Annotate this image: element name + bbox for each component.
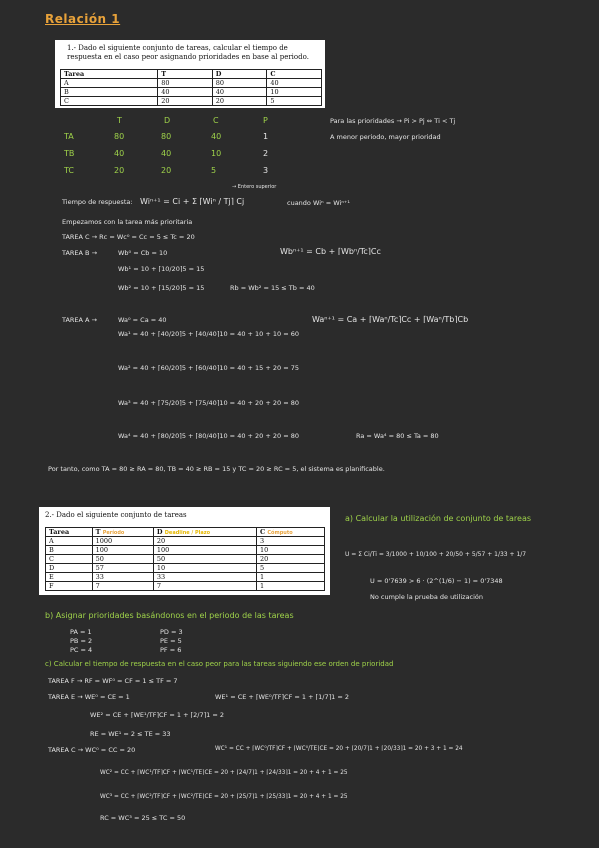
table-row: [46, 582, 325, 591]
table-row: [61, 88, 322, 97]
priority-note-2: A menor periodo, mayor prioridad: [330, 133, 441, 141]
hw-cell: 5: [211, 166, 217, 175]
q2-cell: 10: [153, 564, 256, 573]
q2b-priority: PD = 3: [160, 628, 183, 636]
q2-header-c: C Cómputo: [256, 528, 324, 537]
q1-cell: 20: [212, 97, 267, 106]
task-a-line: Wa¹ = 40 + ⌈40/20⌉5 + ⌈40/40⌉10 = 40 + 10 + 10 = 60: [118, 330, 300, 338]
hw-cell: 40: [211, 132, 222, 141]
formula-cond: cuando Wiⁿ = Wiⁿ⁺¹: [287, 199, 350, 207]
q1-cell: 40: [267, 79, 322, 88]
hw-cell: 40: [161, 149, 172, 158]
hw-row-name: TA: [64, 132, 74, 141]
hw-cell: 80: [114, 132, 125, 141]
hw-cell: 3: [263, 166, 269, 175]
q1-cell: B: [61, 88, 158, 97]
table-row: [46, 537, 325, 546]
formula-label: Tiempo de respuesta:: [62, 198, 133, 206]
task-c2-line: WC² = CC + ⌈WC¹/TF⌉CF + ⌈WC¹/TE⌉CE = 20 + ⌈24/7⌉1 + ⌈24/33⌉1 = 20 + 4 + 1 = 25: [100, 770, 348, 776]
task-e-line: RE = WE¹ = 2 ≤ TE = 33: [90, 730, 171, 738]
q2-header-d: D Deadline / Plazo: [153, 528, 256, 537]
task-c2-line: TAREA C → WC⁰ = CC = 20: [48, 746, 136, 754]
q2-cell: 3: [256, 537, 324, 546]
q2-cell: 57: [92, 564, 153, 573]
q2-cell: 1000: [92, 537, 153, 546]
q2a-title: a) Calcular la utilización de conjunto de tareas: [345, 514, 532, 523]
hw-cell: 20: [114, 166, 125, 175]
hw-cell: 20: [161, 166, 172, 175]
task-a-formula: Waⁿ⁺¹ = Ca + ⌈Waⁿ/Tc⌉Cc + ⌈Waⁿ/Tb⌉Cb: [312, 315, 469, 324]
q1-cell: 5: [267, 97, 322, 106]
q2b-priority: PF = 6: [160, 646, 182, 654]
q2-cell: 5: [256, 564, 324, 573]
q2-header-tarea: Tarea: [46, 528, 93, 537]
table-row: [61, 79, 322, 88]
table-row: [46, 573, 325, 582]
hw-row-name: TB: [64, 149, 75, 158]
task-b-result: Rb = Wb² = 15 ≤ Tb = 40: [230, 284, 315, 292]
q2-cell: 1: [256, 582, 324, 591]
q2-cell: 33: [92, 573, 153, 582]
hw-cell: 10: [211, 149, 222, 158]
task-b-formula: Wbⁿ⁺¹ = Cb + ⌈Wbⁿ/Tc⌉Cc: [280, 247, 381, 256]
hw-col-d: D: [164, 116, 171, 125]
q1-cell: 40: [158, 88, 213, 97]
task-a-line: Wa⁴ = 40 + ⌈80/20⌉5 + ⌈80/40⌉10 = 40 + 20 + 20 = 80: [118, 432, 300, 440]
q2b-priority: PA = 1: [70, 628, 92, 636]
q1-cell: 80: [158, 79, 213, 88]
priority-note: Para las prioridades → Pi > Pj ⇔ Ti < Tj: [330, 117, 456, 125]
q2-cell: 100: [153, 546, 256, 555]
q2-cell: 7: [153, 582, 256, 591]
q2-statement-box: [39, 507, 330, 595]
q2-cell: B: [46, 546, 93, 555]
task-e-line: TAREA E → WE⁰ = CE = 1: [48, 693, 130, 701]
task-a-line: Wa⁰ = Ca = 40: [118, 316, 167, 324]
task-c2-line: WC¹ = CC + ⌈WC⁰/TF⌉CF + ⌈WC⁰/TE⌉CE = 20 + ⌈20/7⌉1 + ⌈20/33⌉1 = 20 + 3 + 1 = 24: [215, 746, 463, 752]
formula-tag: → Entero superior: [232, 184, 277, 190]
q2-cell: 10: [256, 546, 324, 555]
start-note: Empezamos con la tarea más prioritaria: [62, 218, 193, 226]
q2-cell: 100: [92, 546, 153, 555]
q1-statement: 1.- Dado el siguiente conjunto de tareas, calcular el tiempo de respuesta en el caso peor asignando prioridades en base al periodo.: [67, 44, 309, 61]
q2b-priority: PB = 2: [70, 637, 93, 645]
table-row: [46, 546, 325, 555]
q2-cell: F: [46, 582, 93, 591]
q1-statement-box: [55, 40, 325, 108]
q1-cell: C: [61, 97, 158, 106]
task-b-line: Wb² = 10 + ⌈15/20⌉5 = 15: [118, 284, 205, 292]
q2-cell: 20: [153, 537, 256, 546]
q1-cell: 20: [158, 97, 213, 106]
task-a-line: Wa³ = 40 + ⌈75/20⌉5 + ⌈75/40⌉10 = 40 + 20 + 20 = 80: [118, 399, 300, 407]
q1-header-c: C: [267, 70, 322, 79]
q2a-result: U = 0'7639 > 6 · (2^(1/6) − 1) = 0'7348: [370, 577, 503, 585]
task-e-line: WE¹ = CE + ⌈WE⁰/TF⌉CF = 1 + ⌈1/7⌉1 = 2: [215, 693, 350, 701]
q2-cell: A: [46, 537, 93, 546]
q2-cell: 50: [153, 555, 256, 564]
q2-table: [45, 527, 325, 591]
q2-cell: 7: [92, 582, 153, 591]
task-a-label: TAREA A →: [62, 316, 98, 324]
q1-header-t: T: [158, 70, 213, 79]
q2-statement: 2.- Dado el siguiente conjunto de tareas: [45, 511, 187, 519]
q1-header-tarea: Tarea: [61, 70, 158, 79]
q2-tag-computo: Cómputo: [267, 530, 293, 536]
hw-cell: 40: [114, 149, 125, 158]
conclusion: Por tanto, como TA = 80 ≥ RA = 80, TB = 40 ≥ RB = 15 y TC = 20 ≥ RC = 5, el sistema es planificable.: [48, 465, 385, 473]
task-a-result: Ra = Wa⁴ = 80 ≤ Ta = 80: [356, 432, 439, 440]
q1-table: [60, 69, 322, 106]
q1-cell: A: [61, 79, 158, 88]
q2-tag-deadline: Deadline / Plazo: [164, 530, 211, 536]
q2-cell: 1: [256, 573, 324, 582]
hw-cell: 1: [263, 132, 269, 141]
q2a-note: No cumple la prueba de utilización: [370, 593, 484, 601]
task-c: TAREA C → Rc = Wc⁰ = Cc = 5 ≤ Tc = 20: [62, 233, 195, 241]
q1-cell: 80: [212, 79, 267, 88]
table-row: [46, 555, 325, 564]
q2a-formula: U = Σ Ci/Ti = 3/1000 + 10/100 + 20/50 + 5/57 + 1/33 + 1/7: [345, 551, 527, 558]
q1-header-d: D: [212, 70, 267, 79]
hw-row-name: TC: [64, 166, 75, 175]
q2-cell: 20: [256, 555, 324, 564]
q1-cell: 40: [212, 88, 267, 97]
task-f: TAREA F → RF = WF⁰ = CF = 1 ≤ TF = 7: [48, 677, 178, 685]
page-title: Relación 1: [45, 12, 121, 26]
q2-cell: C: [46, 555, 93, 564]
table-row: [46, 564, 325, 573]
q2b-title: b) Asignar prioridades basándonos en el periodo de las tareas: [45, 611, 294, 620]
q2c-title: c) Calcular el tiempo de respuesta en el caso peor para las tareas siguiendo ese orden de prioridad: [45, 660, 394, 668]
task-c2-line: WC³ = CC + ⌈WC²/TF⌉CF + ⌈WC²/TE⌉CE = 20 + ⌈25/7⌉1 + ⌈25/33⌉1 = 20 + 4 + 1 = 25: [100, 794, 348, 800]
task-e-line: WE² = CE + ⌈WE¹/TF⌉CF = 1 + ⌈2/7⌉1 = 2: [90, 711, 225, 719]
hw-cell: 2: [263, 149, 269, 158]
q2-cell: 33: [153, 573, 256, 582]
response-formula: Wiⁿ⁺¹ = Ci + Σ ⌈Wiⁿ / Tj⌉ Cj: [140, 197, 245, 206]
q2-cell: E: [46, 573, 93, 582]
task-a-line: Wa² = 40 + ⌈60/20⌉5 + ⌈60/40⌉10 = 40 + 15 + 20 = 75: [118, 364, 300, 372]
hw-col-c: C: [213, 116, 219, 125]
hw-col-p: P: [263, 116, 268, 125]
task-b-label: TAREA B →: [62, 249, 98, 257]
q2b-priority: PE = 5: [160, 637, 182, 645]
q1-cell: 10: [267, 88, 322, 97]
q2b-priority: PC = 4: [70, 646, 93, 654]
task-c2-line: RC = WC³ = 25 ≤ TC = 50: [100, 814, 186, 822]
q2-tag-periodo: Período: [102, 530, 125, 536]
table-row: [61, 97, 322, 106]
q2-header-t: T Período: [92, 528, 153, 537]
hw-cell: 80: [161, 132, 172, 141]
task-b-line: Wb¹ = 10 + ⌈10/20⌉5 = 15: [118, 265, 205, 273]
q2-cell: D: [46, 564, 93, 573]
hw-col-t: T: [117, 116, 122, 125]
task-b-line: Wb⁰ = Cb = 10: [118, 249, 168, 257]
q2-cell: 50: [92, 555, 153, 564]
